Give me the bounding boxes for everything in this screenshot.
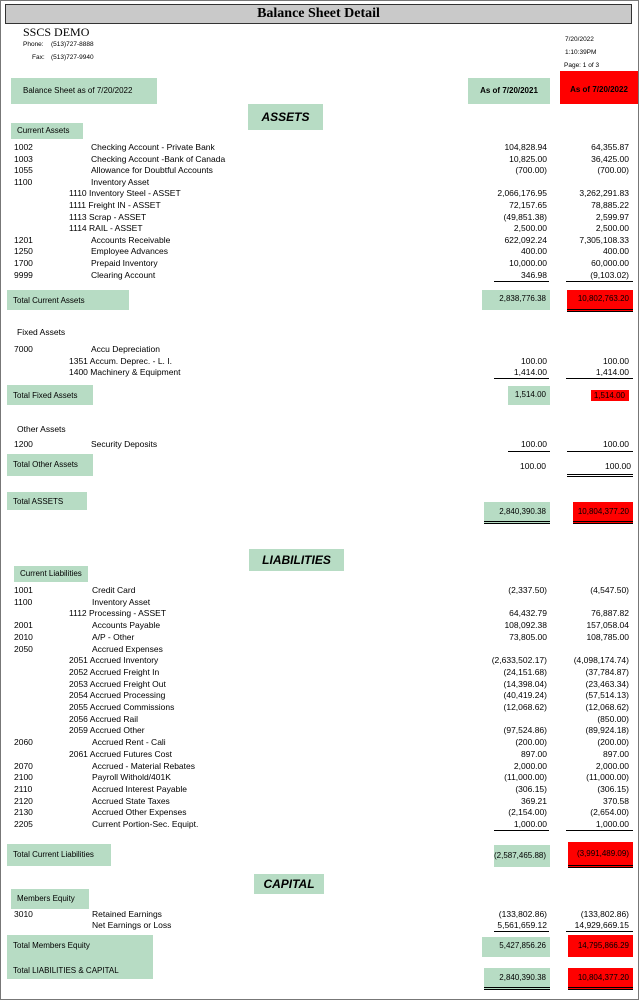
account-description: Payroll Withold/401K [92,772,171,783]
subtotal-rule [566,830,633,831]
report-title: Balance Sheet Detail [5,4,632,24]
account-value-current: 14,929,669.15 [574,920,629,930]
account-value-prior: (133,802.86) [498,909,547,919]
assets-heading: ASSETS [248,104,323,130]
account-description: Security Deposits [91,439,158,449]
account-code: 2050 [14,643,33,654]
total-current-liabilities-c2: (3,991,489.09) [568,842,633,868]
account-value-prior: (97,524.86) [503,725,547,736]
total-fixed-assets-c2: 1,514.00 [591,390,629,401]
members-equity-label: Members Equity [11,889,89,909]
total-current-assets-c2: 10,802,763.20 [567,290,633,312]
account-value-current: 60,000.00 [591,258,629,268]
account-value-prior: 400.00 [521,246,547,257]
account-value-current: (4,098,174.74) [573,655,629,666]
account-description: 2056 Accrued Rail [69,713,138,724]
total-current-assets-c1: 2,838,776.38 [482,290,550,310]
account-code: 2110 [14,783,33,794]
grand-total-c1: 2,840,390.38 [484,968,550,990]
account-description: 2051 Accrued Inventory [69,655,159,666]
account-code: 2120 [14,795,33,806]
phone-number: (513)727-8888 [51,41,94,48]
account-description: Allowance for Doubtful Accounts [91,165,213,176]
account-value-current: 897.00 [603,748,629,759]
account-value-current: (9,103.02) [590,269,629,280]
account-description: 1400 Machinery & Equipment [69,367,181,378]
other-assets-c2-rule [567,451,633,452]
account-value-prior: 2,066,176.95 [497,188,547,199]
account-code: 1201 [14,234,33,245]
account-value-current: 2,599.97 [595,211,629,222]
account-value-current: (37,784.87) [585,666,629,677]
capital-heading: CAPITAL [254,874,324,894]
account-value-current: 1,414.00 [595,367,629,378]
account-value-current: 36,425.00 [591,153,629,164]
account-value-current: (306.15) [597,783,629,794]
account-value-prior: 72,157.65 [509,200,547,210]
account-description: 2061 Accrued Futures Cost [69,748,173,759]
other-assets-c1-rule [508,451,550,452]
account-value-prior: 100.00 [521,439,547,449]
current-liabilities-label: Current Liabilities [14,566,88,582]
phone-label: Phone: [23,41,44,48]
account-value-current: (4,547.50) [590,585,629,595]
grand-total-label: Total LIABILITIES & CAPITAL [13,966,119,975]
account-description: Accrued Interest Payable [92,783,187,794]
account-value-prior: 10,825.00 [509,153,547,164]
account-code: 2060 [14,737,33,748]
account-code: 1700 [14,258,33,268]
total-other-assets-c1: 100.00 [520,461,546,471]
account-value-current: (12,068.62) [585,702,629,712]
company-name: SSCS DEMO [23,25,90,39]
total-other-assets-c2: 100.00 [605,461,631,471]
account-value-current: 100.00 [603,439,629,449]
account-code: 1003 [14,153,33,164]
account-value-current: 157,058.04 [586,620,629,631]
account-description: 1351 Accum. Deprec. - L. I. [69,355,172,366]
account-value-prior: (700.00) [515,165,547,176]
account-value-prior: 346.98 [521,269,547,280]
account-code: 1002 [14,142,33,152]
subtotal-rule [494,378,549,379]
grand-total-c2: 10,804,377.20 [568,968,633,990]
account-value-prior: 369.21 [521,795,547,806]
account-value-prior: 2,000.00 [513,760,547,771]
total-other-assets-c2-rule [567,474,633,477]
account-description: Accrued Other Expenses [92,807,187,818]
account-value-prior: 2,500.00 [513,223,547,234]
account-value-prior: (49,851.38) [503,211,547,222]
account-value-prior: 622,092.24 [504,234,547,245]
account-description: Inventory Asset [92,596,151,607]
account-value-current: 64,355.87 [591,142,629,152]
account-code: 7000 [14,344,33,354]
col1-header: As of 7/20/2021 [468,78,550,104]
account-code: 2100 [14,772,33,783]
account-code: 1100 [14,176,33,187]
account-value-prior: (2,633,502.17) [491,655,547,666]
fax-number: (513)727-9940 [51,54,94,61]
account-description: 2053 Accrued Freight Out [69,678,166,689]
account-value-current: 3,262,291.83 [579,188,629,199]
total-current-liabilities-c1: (2,587,465.88) [494,845,550,867]
account-value-current: (11,000.00) [586,772,629,783]
account-code: 1055 [14,165,33,176]
account-value-current: 76,887.82 [591,608,629,619]
account-description: Net Earnings or Loss [92,920,172,930]
as-of-label: Balance Sheet as of 7/20/2022 [11,78,157,104]
account-code: 1200 [14,439,33,449]
account-value-prior: 1,000.00 [513,819,547,829]
account-description: Checking Account - Private Bank [91,142,215,152]
account-value-prior: 108,092.38 [504,620,547,631]
account-value-prior: (12,068.62) [503,702,547,712]
page-number: Page: 1 of 3 [564,62,600,69]
account-description: Prepaid Inventory [91,258,158,268]
total-assets-label: Total ASSETS [7,492,87,510]
fax-label: Fax: [32,54,45,61]
account-value-current: (23,463.34) [585,678,629,689]
account-code: 1250 [14,246,33,257]
total-current-assets-label: Total Current Assets [7,290,129,310]
account-value-prior: 5,561,659.12 [497,920,547,930]
account-description: 2052 Accrued Freight In [69,666,160,677]
account-description: 1112 Processing - ASSET [69,608,167,619]
total-assets-c2: 10,804,377.20 [573,502,633,524]
account-value-current: 2,000.00 [595,760,629,771]
current-assets-label: Current Assets [11,123,83,139]
subtotal-rule [566,931,633,932]
total-assets-c1: 2,840,390.38 [484,502,550,524]
account-description: Accounts Payable [92,620,161,631]
account-code: 9999 [14,269,33,280]
account-description: Checking Account -Bank of Canada [91,153,226,164]
account-value-current: (57,514.13) [585,690,629,701]
account-value-prior: (14,398.04) [503,678,547,689]
total-current-liabilities-label: Total Current Liabilities [7,844,111,866]
account-description: Accrued - Material Rebates [92,760,195,771]
total-fixed-assets-label: Total Fixed Assets [7,385,93,405]
account-code: 2070 [14,760,33,771]
total-fixed-assets-c1: 1,514.00 [508,386,550,405]
account-code: 2001 [14,620,33,631]
total-members-equity-c1: 5,427,856.26 [482,937,550,957]
subtotal-rule [566,281,633,282]
account-value-prior: 104,828.94 [504,142,547,152]
subtotal-rule [494,830,549,831]
total-members-equity-label: Total Members Equity [7,935,153,979]
account-description: Current Portion-Sec. Equipt. [92,819,199,829]
account-value-prior: (24,151.68) [503,666,547,677]
account-code: 1001 [14,585,33,595]
other-assets-label: Other Assets [17,424,66,434]
report-date: 7/20/2022 [565,36,594,43]
account-description: A/P - Other [92,631,135,642]
account-description: 2059 Accrued Other [69,725,145,736]
account-value-current: (700.00) [597,165,629,176]
account-code: 2205 [14,819,33,829]
account-description: Accrued Rent - Cali [92,737,166,748]
account-value-prior: (40,419.24) [503,690,547,701]
account-value-current: 400.00 [603,246,629,257]
account-value-current: 100.00 [603,355,629,366]
account-value-prior: 897.00 [521,748,547,759]
subtotal-rule [494,281,549,282]
account-value-prior: (200.00) [515,737,547,748]
account-description: Accrued Expenses [92,643,163,654]
account-description: Clearing Account [91,269,156,280]
account-description: 1113 Scrap - ASSET [69,211,147,222]
account-value-current: 2,500.00 [595,223,629,234]
account-value-current: (2,654.00) [590,807,629,818]
report-time: 1:10:39PM [565,49,597,56]
account-description: Inventory Asset [91,176,150,187]
account-value-prior: (2,154.00) [508,807,547,818]
account-description: Accu Depreciation [91,344,160,354]
account-description: Retained Earnings [92,909,162,919]
liabilities-heading: LIABILITIES [249,549,344,571]
account-value-prior: 73,805.00 [509,631,547,642]
account-description: 1111 Freight IN - ASSET [69,200,161,210]
account-value-current: 1,000.00 [595,819,629,829]
account-value-current: (133,802.86) [580,909,629,919]
account-code: 2010 [14,631,33,642]
account-description: 1110 Inventory Steel - ASSET [69,188,181,199]
account-value-current: 108,785.00 [586,631,629,642]
account-value-prior: 1,414.00 [513,367,547,378]
account-value-prior: (2,337.50) [508,585,547,595]
account-value-current: (200.00) [597,737,629,748]
account-description: Accrued State Taxes [92,795,170,806]
account-value-current: 370.58 [603,795,629,806]
account-description: 2055 Accrued Commissions [69,702,175,712]
account-description: Accounts Receivable [91,234,171,245]
account-value-prior: 100.00 [521,355,547,366]
fixed-assets-label: Fixed Assets [17,327,66,337]
subtotal-rule [494,931,549,932]
account-value-current: (89,924.18) [585,725,629,736]
account-code: 3010 [14,909,33,919]
account-value-current: 7,305,108.33 [579,234,629,245]
account-code: 1100 [14,596,33,607]
account-value-prior: 10,000.00 [509,258,547,268]
account-value-prior: (306.15) [515,783,547,794]
account-value-prior: (11,000.00) [504,772,547,783]
subtotal-rule [566,378,633,379]
account-description: 1114 RAIL - ASSET [69,223,143,234]
col2-header: As of 7/20/2022 [560,71,638,104]
account-value-prior: 64,432.79 [509,608,547,619]
account-description: 2054 Accrued Processing [69,690,166,701]
total-other-assets-label: Total Other Assets [7,454,93,476]
account-code: 2130 [14,807,33,818]
total-members-equity-c2: 14,795,866.29 [568,935,633,957]
account-description: Employee Advances [91,246,169,257]
account-description: Credit Card [92,585,136,595]
account-value-current: (850.00) [597,713,629,724]
account-value-current: 78,885.22 [591,200,629,210]
